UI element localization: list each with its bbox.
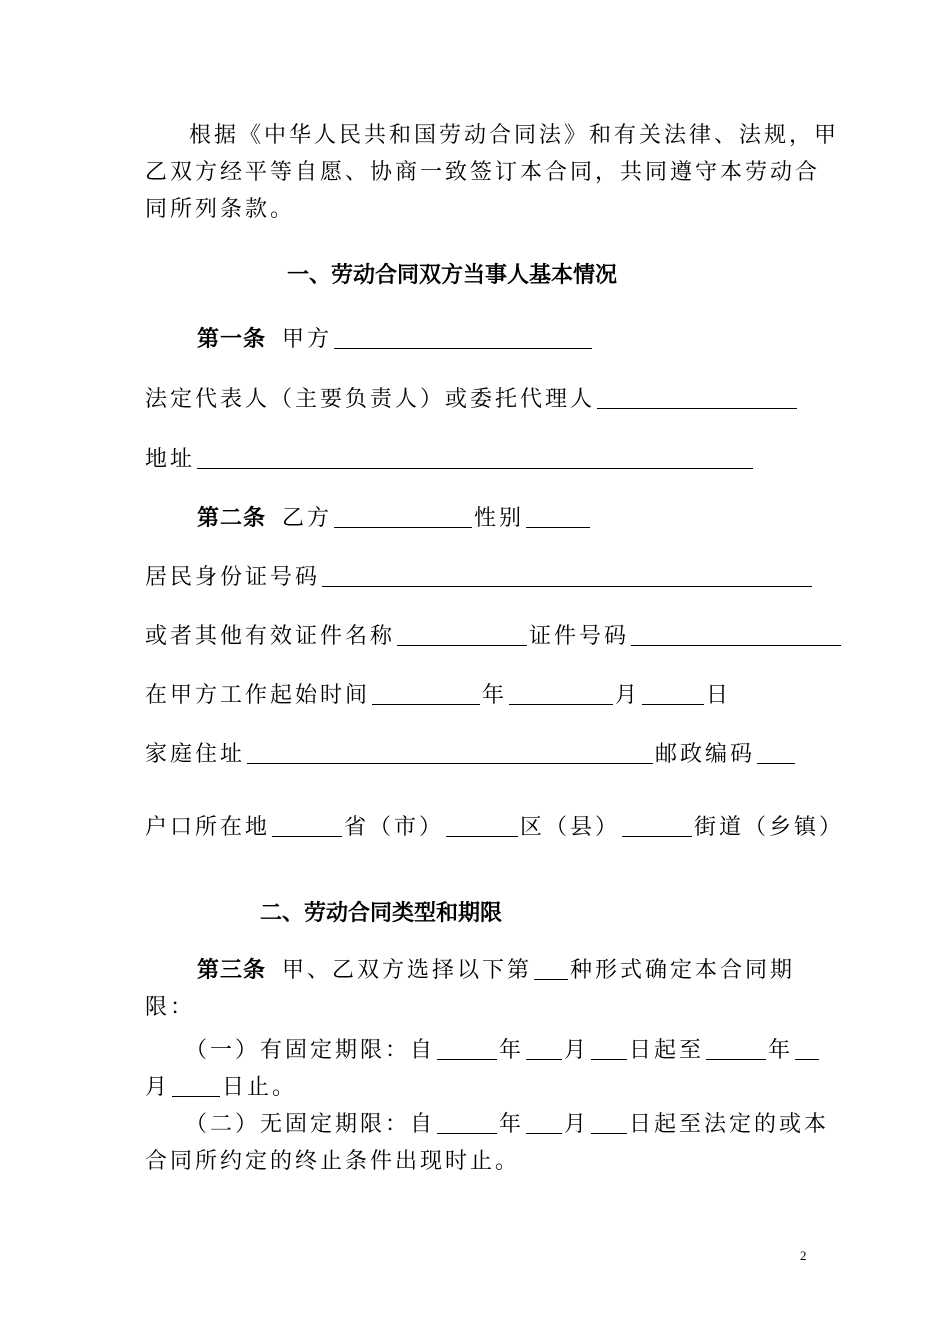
start-month-blank[interactable]: [509, 680, 613, 705]
fixed-year2-label: 年: [768, 1038, 794, 1063]
other-id-blank[interactable]: [397, 621, 527, 646]
legal-rep-line: [145, 384, 799, 415]
province-label: 省（市）: [344, 815, 445, 840]
start-day-blank[interactable]: [642, 680, 704, 705]
district-blank[interactable]: [446, 812, 518, 837]
id-number-line: [145, 562, 814, 593]
open-month-label: 月: [564, 1112, 590, 1137]
id-no-blank[interactable]: [631, 621, 841, 646]
day-label: 日: [706, 683, 732, 708]
article-3-text-b: 种形式确定本合同期: [570, 958, 796, 983]
fixed-year-label: 年: [499, 1038, 525, 1063]
party-a-label: 甲方: [282, 327, 333, 352]
legal-rep-label: 法定代表人（主要负责人）或委托代理人: [145, 387, 596, 412]
gender-label: 性别: [474, 506, 525, 531]
home-address-blank[interactable]: [247, 739, 653, 764]
home-address-label: 家庭住址: [145, 742, 246, 767]
party-a-blank[interactable]: [334, 324, 592, 349]
intro-line-3: 同所列条款。: [145, 197, 296, 222]
street-label: 街道（乡镇）: [694, 815, 845, 840]
province-blank[interactable]: [272, 812, 342, 837]
id-no-label: 证件号码: [529, 624, 630, 649]
open-start-month-blank[interactable]: [526, 1109, 562, 1134]
open-prefix: （二）无固定期限：自: [185, 1112, 436, 1137]
article-1: [197, 324, 594, 355]
home-address-line: [145, 739, 797, 770]
article-3-label: 第三条: [197, 958, 267, 983]
open-rest: 日起至法定的或本: [629, 1112, 830, 1137]
fixed-month-label: 月: [564, 1038, 590, 1063]
id-number-label: 居民身份证号码: [145, 565, 321, 590]
id-number-blank[interactable]: [322, 562, 812, 587]
hukou-line: [145, 812, 844, 843]
hukou-label: 户口所在地: [145, 815, 271, 840]
open-term-line-2: 合同所约定的终止条件出现时止。: [145, 1149, 521, 1174]
month-label: 月: [615, 683, 641, 708]
party-b-blank[interactable]: [334, 503, 472, 528]
open-term-line: [185, 1109, 829, 1140]
open-start-day-blank[interactable]: [591, 1109, 627, 1134]
open-year-label: 年: [499, 1112, 525, 1137]
address-blank[interactable]: [197, 444, 753, 469]
legal-rep-blank[interactable]: [597, 384, 797, 409]
address-label: 地址: [145, 447, 196, 472]
article-3-text-a: 甲、乙双方选择以下第: [282, 958, 533, 983]
fixed-start-month-blank[interactable]: [526, 1035, 562, 1060]
fixed-prefix: （一）有固定期限：自: [185, 1038, 436, 1063]
fixed-end-month-blank[interactable]: [795, 1035, 819, 1060]
open-start-year-blank[interactable]: [437, 1109, 497, 1134]
fixed-term-line-2: [145, 1072, 297, 1103]
fixed-end-year-blank[interactable]: [706, 1035, 766, 1060]
section-2-title: 二、劳动合同类型和期限: [260, 901, 503, 926]
street-blank[interactable]: [622, 812, 692, 837]
district-label: 区（县）: [520, 815, 621, 840]
gender-blank[interactable]: [526, 503, 590, 528]
intro-line-2: 乙双方经平等自愿、协商一致签订本合同，共同遵守本劳动合: [145, 160, 821, 185]
article-1-label: 第一条: [197, 327, 267, 352]
fixed-term-line: [185, 1035, 821, 1066]
start-time-line: [145, 680, 731, 711]
start-year-blank[interactable]: [372, 680, 480, 705]
fixed-start-day-blank[interactable]: [591, 1035, 627, 1060]
fixed-month2-label: 月: [145, 1075, 171, 1100]
fixed-end-label: 日止。: [222, 1075, 298, 1100]
start-time-label: 在甲方工作起始时间: [145, 683, 371, 708]
fixed-from-to: 日起至: [629, 1038, 705, 1063]
section-1-title: 一、劳动合同双方当事人基本情况: [287, 263, 618, 288]
postcode-blank[interactable]: [757, 739, 795, 764]
article-2: [197, 503, 592, 534]
article-3-cont: 限：: [145, 995, 196, 1020]
postcode-label: 邮政编码: [655, 742, 756, 767]
fixed-start-year-blank[interactable]: [437, 1035, 497, 1060]
page-number: 2: [800, 1248, 807, 1263]
article-2-label: 第二条: [197, 506, 267, 531]
article-3: [197, 955, 795, 986]
other-id-line: [145, 621, 843, 652]
form-choice-blank[interactable]: [534, 955, 568, 980]
address-line: [145, 444, 755, 475]
fixed-end-day-blank[interactable]: [172, 1072, 220, 1097]
other-id-label: 或者其他有效证件名称: [145, 624, 396, 649]
year-label: 年: [482, 683, 508, 708]
intro-line-1: 根据《中华人民共和国劳动合同法》和有关法律、法规，甲: [189, 123, 840, 148]
party-b-label: 乙方: [282, 506, 333, 531]
